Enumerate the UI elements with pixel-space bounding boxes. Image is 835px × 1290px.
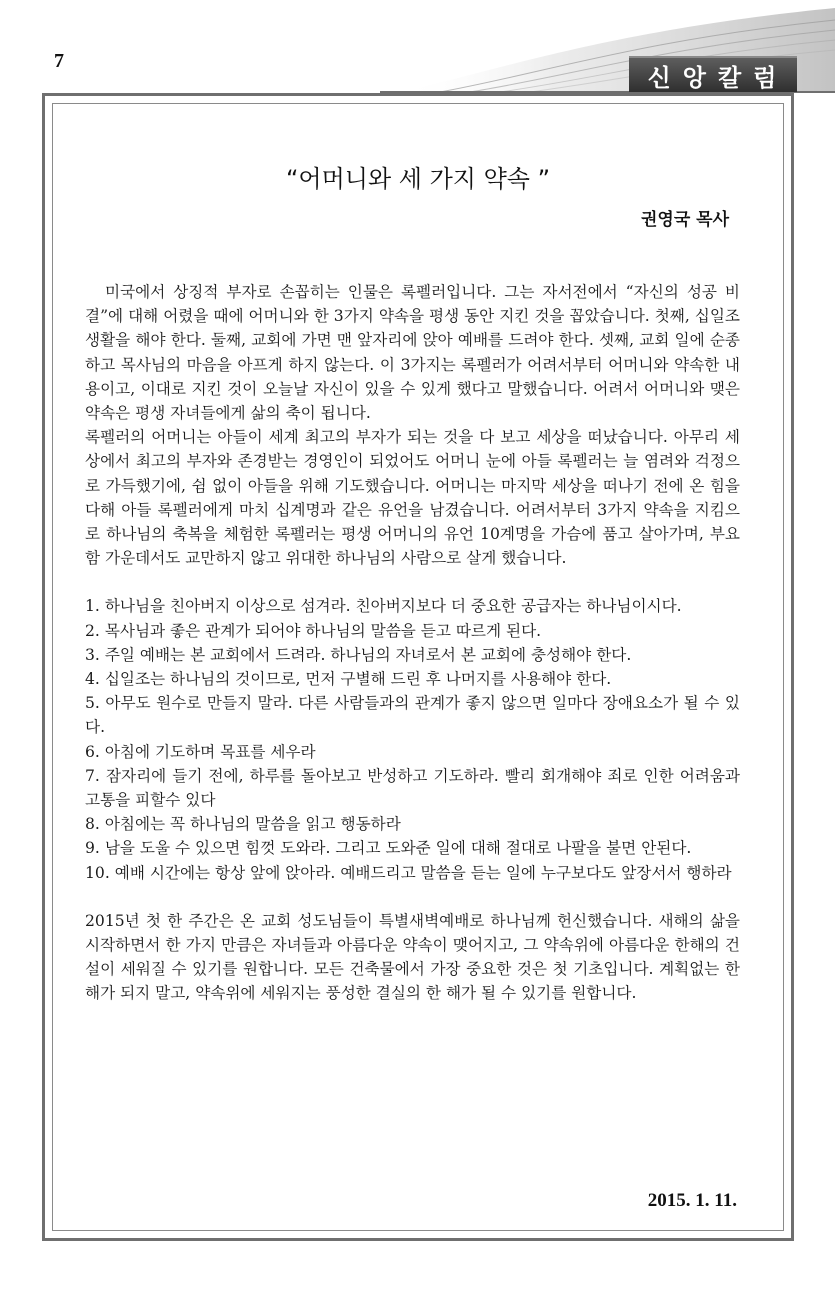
article-title: “어머니와 세 가지 약속 ” — [285, 165, 551, 194]
commandment-item: 7. 잠자리에 들기 전에, 하루를 돌아보고 반성하고 기도하라. 빨리 회개해야 죄로 인한 어려움과 고통을 피할수 있다 — [85, 766, 740, 810]
commandment-item: 3. 주일 예배는 본 교회에서 드려라. 하나님의 자녀로서 본 교회에 충성해야 한다. — [85, 645, 632, 664]
body-paragraph: 미국에서 상징적 부자로 손꼽히는 인물은 록펠러입니다. 그는 자서전에서 “자신의 성공 비결”에 대해 어렸을 때에 어머니와 한 3가지 약속을 평생 동안 지킨 것을 꼽았습니다. 첫째, 십일조 생활을 해야 한다. 둘째, 교회에 가면 맨 앞자리에 앉아 예배를 드려야 한다. 셋째, 교회 일에 순종하고 목사님의 마음을 아프게 하지 않는다. 이 3가지는 록펠러가 어려서부터 어머니와 약속한 내용이고, 이대로 지킨 것이 오늘날 자신이 있을 수 있게 했다고 말했습니다. 어려서 어머니와 맺은 약속은 평생 자녀들에게 삶의 축이 됩니다. — [85, 283, 740, 423]
commandment-item: 5. 아무도 원수로 만들지 말라. 다른 사람들과의 관계가 좋지 않으면 일마다 장애요소가 될 수 있다. — [85, 694, 740, 737]
article-author: 권영국 목사 — [640, 210, 729, 230]
commandment-item: 2. 목사님과 좋은 관계가 되어야 하나님의 말씀을 듣고 따르게 된다. — [85, 621, 542, 640]
commandment-item: 8. 아침에는 꼭 하나님의 말씀을 읽고 행동하라 — [85, 815, 401, 834]
section-label: 신앙칼럼 — [629, 56, 797, 92]
commandment-item: 4. 십일조는 하나님의 것이므로, 먼저 구별해 드린 후 나머지를 사용해야 한다. — [85, 670, 612, 689]
spacer — [85, 570, 740, 594]
page-number: 7 — [54, 50, 64, 72]
closing-paragraph: 2015년 첫 한 주간은 온 교회 성도님들이 특별새벽예배로 하나님께 헌신했습니다. 새해의 삶을 시작하면서 한 가지 만큼은 자녀들과 아름다운 약속이 맺어지고, 그 약속위에 아름다운 한해의 건설이 세워질 수 있기를 원합니다. 모든 건축물에서 가장 중요한 것은 첫 기초입니다. 계획없는 한 해가 되지 말고, 약속위에 세워지는 풍성한 결실의 한 해가 될 수 있기를 원합니다. — [85, 911, 740, 1003]
commandment-item: 6. 아침에 기도하며 목표를 세우라 — [85, 742, 316, 761]
commandment-item: 10. 예배 시간에는 항상 앞에 앉아라. 예배드리고 말씀을 듣는 일에 누구보다도 앞장서서 행하라 — [85, 863, 732, 882]
spacer — [85, 885, 740, 909]
commandment-item: 1. 하나님을 친아버지 이상으로 섬겨라. 친아버지보다 더 중요한 공급자는 하나님이시다. — [85, 597, 682, 616]
article-date: 2015. 1. 11. — [647, 1190, 737, 1211]
body-paragraph: 록펠러의 어머니는 아들이 세계 최고의 부자가 되는 것을 다 보고 세상을 떠났습니다. 아무리 세상에서 최고의 부자와 존경받는 경영인이 되었어도 어머니 눈에 아들 록펠러는 늘 염려와 걱정으로 가득했기에, 쉼 없이 아들을 위해 기도했습니다. 어머니는 마지막 세상을 떠나기 전에 온 힘을 다해 아들 록펠러에게 마치 십계명과 같은 유언을 남겼습니다. 어려서부터 3가지 약속을 지킴으로 하나님의 축복을 체험한 록펠러는 평생 어머니의 유언 10계명을 가슴에 품고 살아가며, 부요함 가운데서도 교만하지 않고 위대한 하나님의 사람으로 살게 했습니다. — [85, 428, 740, 568]
article-body — [85, 280, 740, 1006]
commandment-item: 9. 남을 도울 수 있으면 힘껏 도와라. 그리고 도와준 일에 대해 절대로 나팔을 불면 안된다. — [85, 839, 692, 858]
